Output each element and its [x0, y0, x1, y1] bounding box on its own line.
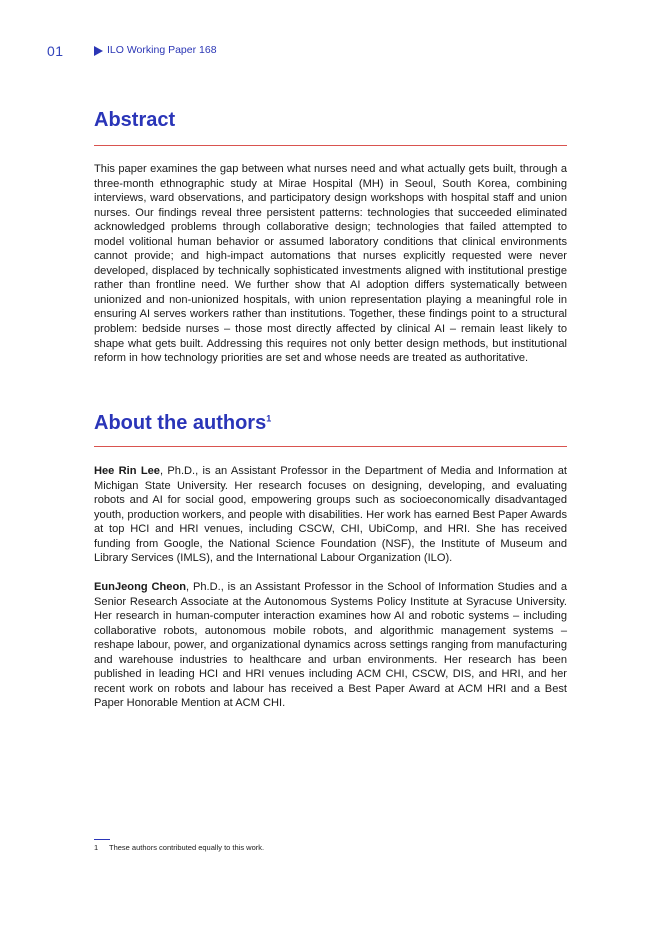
abstract-title: Abstract [94, 109, 176, 131]
author-bio-text: , Ph.D., is an Assistant Professor in the Department of Media and Information at Michigan State University. Her research focuses on designing, developing, and evaluating robots and AI for social good, empowering groups such as socioeconomically disadvantaged youth, production workers, and people with disabilities. Her work has earned Best Paper Awards at top HCI and HRI venues, including CSCW, CHI, UbiComp, and HRI. She has received funding from Google, the National Science Foundation (NSF), the Institute of Museum and Library Services (IMLS), and the International Labour Organization (ILO). [94, 465, 567, 565]
author-bio-paragraph [94, 464, 567, 566]
author-bio [94, 464, 567, 566]
running-title: ILO Working Paper 168 [107, 44, 217, 56]
author-name: EunJeong Cheon [94, 581, 187, 593]
authors-divider [94, 446, 567, 447]
author-bio-paragraph [94, 580, 567, 711]
page-header [0, 43, 662, 61]
abstract-divider [94, 145, 567, 146]
authors-title [94, 411, 567, 435]
footnote-divider [94, 839, 110, 840]
authors-footnote-mark: 1 [266, 413, 272, 424]
page-number: 01 [47, 43, 64, 59]
author-name: Hee Rin Lee [94, 465, 160, 477]
abstract-section [94, 162, 567, 366]
author-bio-text: , Ph.D., is an Assistant Professor in the School of Information Studies and a Senior Research Associate at the Autonomous Systems Policy Institute at Syracuse University. Her research in human-computer interaction examines how AI and robotic systems – including collaborative robots, autonomous mobile robots, and algorithmic management systems – reshape labour, power, and organizational dynamics across settings ranging from manufacturing and warehouse industries to healthcare and urban environments. Her research has been published in leading HCI and HRI venues including ACM CHI, CSCW, DIS, and HRI, and her recent work on robots and labour has received a Best Paper Award at ACM HRI and a Best Paper Honorable Mention at ACM CHI. [94, 581, 567, 710]
author-bio [94, 580, 567, 711]
authors-title-text: About the authors [94, 412, 267, 434]
footnote-text: These authors contributed equally to this work. [109, 843, 265, 852]
footnote-mark: 1 [94, 843, 99, 852]
authors-heading-block [94, 411, 567, 435]
abstract-heading-block [94, 108, 567, 132]
play-arrow-icon [94, 46, 103, 56]
footnote [94, 843, 264, 852]
abstract-body: This paper examines the gap between what nurses need and what actually gets built, through a three-month ethnographic study at Mirae Hospital (MH) in Seoul, South Korea, combining interviews, ward observations, and participatory design workshops with hospital staff and union nurses. Our findings reveal three persistent patterns: technologies that succeeded eliminated acknowledged problems through collaborative design; technologies that failed attempted to model volitional human behavior or assumed laboratory conditions that clinical environments cannot provide; and high-impact automations that nurses explicitly requested were never developed, displaced by technically sophisticated investments aligned with institutional prestige rather than frontline need. We further show that AI adoption differs systematically between unionized and non-unionized hospitals, with union representation playing a meaningful role in ensuring AI serves workers rather than institutions. Together, these findings point to a structural problem: bedside nurses – those most directly affected by clinical AI – remain least likely to shape what gets built. Addressing this requires not only better design methods, but institutional reform in how technology priorities are set and whose needs are treated as authoritative. [94, 163, 567, 365]
